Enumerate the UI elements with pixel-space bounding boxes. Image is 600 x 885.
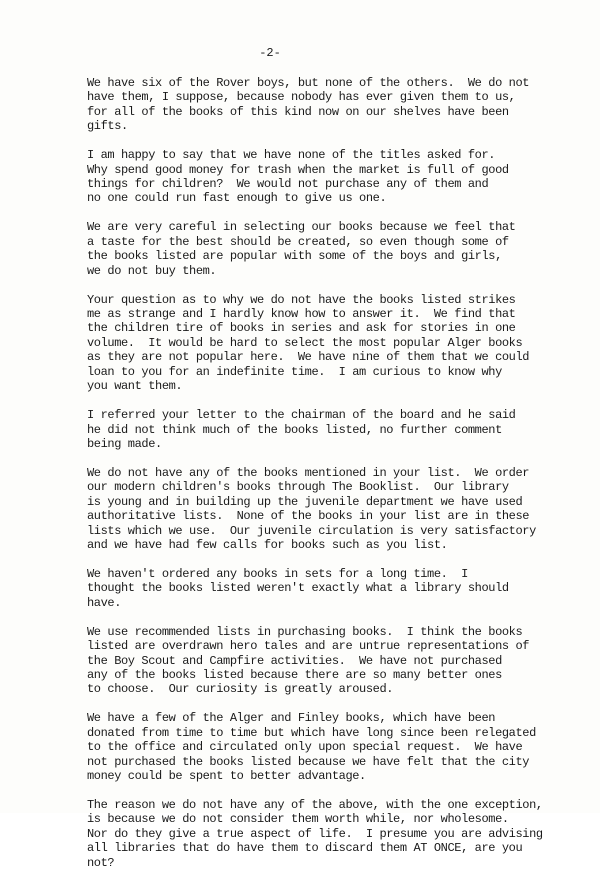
paragraph	[87, 148, 597, 206]
paragraph	[87, 625, 597, 697]
document-body	[87, 76, 597, 885]
text-line: no one could run fast enough to give us one.	[87, 191, 387, 206]
text-line: a taste for the best should be created, so even though some of	[87, 234, 509, 249]
text-line: any of the books listed because there are so many better ones	[87, 667, 502, 682]
text-line: our modern children's books through The Booklist. Our library	[87, 480, 509, 495]
text-line: Nor do they give a true aspect of life. I presume you are advising	[87, 826, 543, 841]
text-line: have them, I suppose, because nobody has ever given them to us,	[87, 90, 516, 105]
text-line: I referred your letter to the chairman of the board and he said	[87, 408, 516, 423]
text-line: I am happy to say that we have none of the titles asked for.	[87, 148, 496, 163]
text-line: me as strange and I hardly know how to answer it. We find that	[87, 307, 516, 322]
text-line: authoritative lists. None of the books in your list are in these	[87, 509, 530, 524]
paragraph	[87, 466, 597, 552]
text-line: donated from time to time but which have long since been relegated	[87, 725, 536, 740]
text-line: is young and in building up the juvenile department we have used	[87, 494, 523, 509]
text-line: The reason we do not have any of the above, with the one exception,	[87, 798, 543, 812]
paragraph	[87, 293, 597, 394]
paragraph	[87, 408, 597, 451]
text-line: lists which we use. Our juvenile circulation is very satisfactory	[87, 523, 536, 538]
paragraph	[87, 220, 597, 278]
text-line: things for children? We would not purchase any of them and	[87, 177, 489, 192]
text-line: loan to you for an indefinite time. I am curious to know why	[87, 364, 502, 379]
text-line: Why spend good money for trash when the market is full of good	[87, 162, 509, 177]
text-line: the Boy Scout and Campfire activities. We have not purchased	[87, 653, 502, 668]
text-line: We are very careful in selecting our books because we feel that	[87, 220, 516, 235]
text-line: not purchased the books listed because we have felt that the city	[87, 754, 530, 769]
text-line: We have a few of the Alger and Finley books, which have been	[87, 711, 496, 726]
text-line: the children tire of books in series and ask for stories in one	[87, 321, 516, 336]
text-line: for all of the books of this kind now on our shelves have been	[87, 104, 509, 119]
text-line: he did not think much of the books listed, no further comment	[87, 422, 502, 437]
text-line: We use recommended lists in purchasing books. I think the books	[87, 624, 523, 639]
text-line: all libraries that do have them to discard them AT ONCE, are you	[87, 841, 523, 856]
text-line: thought the books listed weren't exactly what a library should	[87, 581, 509, 596]
text-line: We haven't ordered any books in sets for a long time. I	[87, 566, 468, 581]
page-number: -2-	[259, 46, 281, 60]
paragraph	[87, 76, 597, 134]
text-line: volume. It would be hard to select the most popular Alger books	[87, 335, 523, 350]
text-line: the books listed are popular with some of the boys and girls,	[87, 249, 502, 264]
text-line: We do not have any of the books mentioned in your list. We order	[87, 465, 530, 480]
text-line: to the office and circulated only upon special request. We have	[87, 740, 523, 755]
text-line: not?	[87, 855, 115, 870]
text-line: to choose. Our curiosity is greatly aroused.	[87, 682, 394, 697]
text-line: have.	[87, 595, 122, 610]
paragraph	[87, 567, 597, 610]
text-line: Your question as to why we do not have the books listed strikes	[87, 292, 516, 307]
text-line: gifts.	[87, 119, 128, 134]
text-line: listed are overdrawn hero tales and are untrue representations of	[87, 639, 530, 654]
text-line: is because we do not consider them worth while, nor wholesome.	[87, 812, 509, 827]
text-line: you want them.	[87, 379, 183, 394]
text-line: being made.	[87, 436, 162, 451]
text-line: we do not buy them.	[87, 263, 217, 278]
text-line: as they are not popular here. We have nine of them that we could	[87, 350, 530, 365]
text-line: money could be spent to better advantage.	[87, 769, 366, 783]
text-line: and we have had few calls for books such as you list.	[87, 537, 448, 552]
paragraph	[87, 798, 597, 870]
text-line: We have six of the Rover boys, but none of the others. We do not	[87, 76, 530, 90]
paragraph	[87, 711, 597, 783]
